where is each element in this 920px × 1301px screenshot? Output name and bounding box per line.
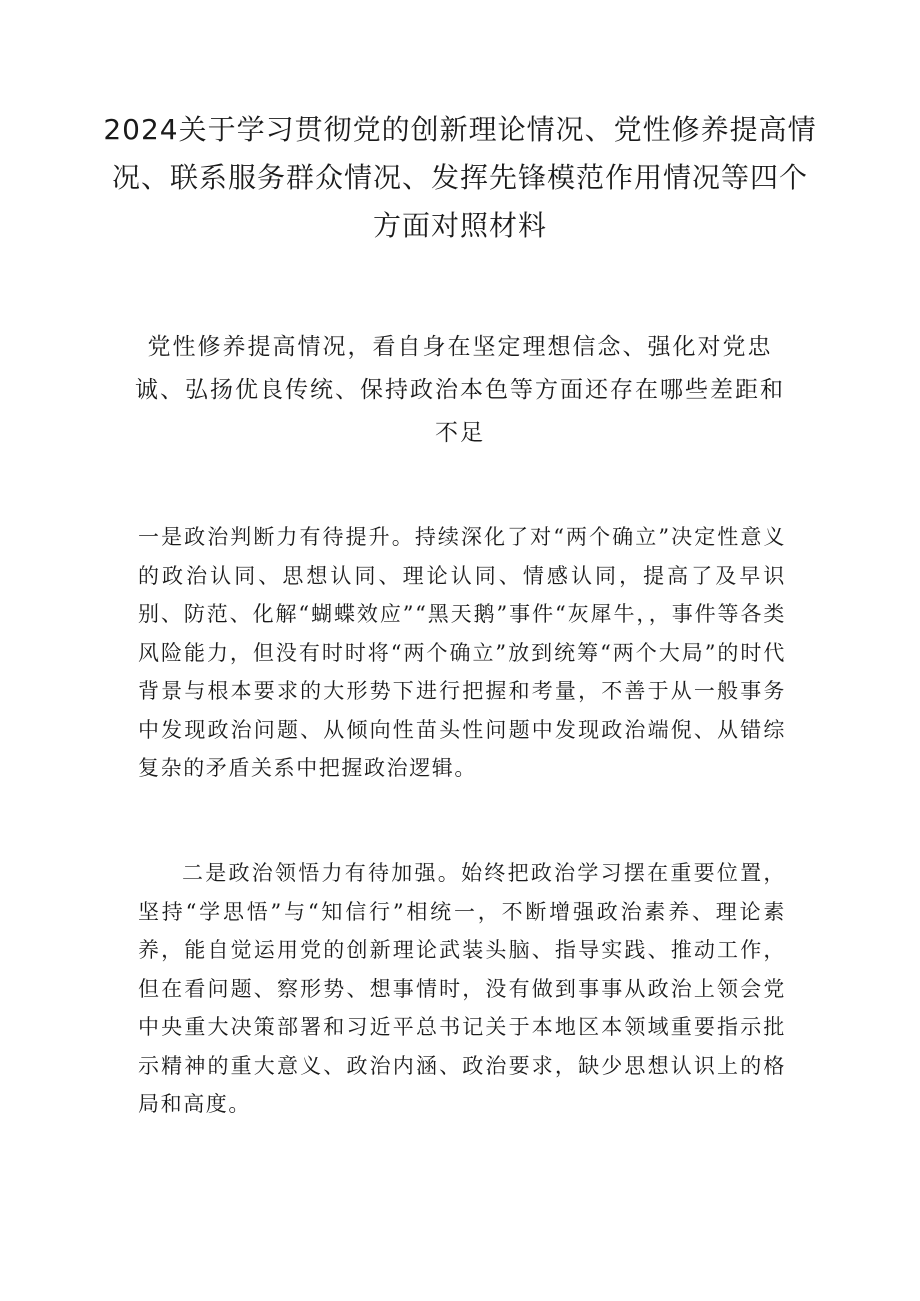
section-heading: 党性修养提高情况，看自身在坚定理想信念、强化对党忠诚、弘扬优良传统、保持政治本色等方面还存在哪些差距和不足 xyxy=(135,334,785,446)
document-title: 2024关于学习贯彻党的创新理论情况、党性修养提高情况、联系服务群众情况、发挥先锋模范作用情况等四个方面对照材料 xyxy=(103,113,817,242)
body-paragraph-1: 一是政治判断力有待提升。持续深化了对“两个确立”决定性意义的政治认同、思想认同、理论认同、情感认同，提高了及早识别、防范、化解“蝴蝶效应”“黑天鹅”事件“灰犀牛，，事件等各类风险能力，但没有时时将“两个确立”放到统筹“两个大局”的时代背景与根本要求的大形势下进行把握和考量，不善于从一般事务中发现政治问题、从倾向性苗头性问题中发现政治端倪、从错综复杂的矛盾关系中把握政治逻辑。 xyxy=(138,525,786,780)
body-paragraph-2: 二是政治领悟力有待加强。始终把政治学习摆在重要位置，坚持“学思悟”与“知信行”相统一，不断增强政治素养、理论素养，能自觉运用党的创新理论武装头脑、指导实践、推动工作，但在看问题、察形势、想事情时，没有做到事事从政治上领会党中央重大决策部署和习近平总书记关于本地区本领域重要指示批示精神的重大意义、政治内涵、政治要求，缺少思想认识上的格局和高度。 xyxy=(138,861,786,1116)
